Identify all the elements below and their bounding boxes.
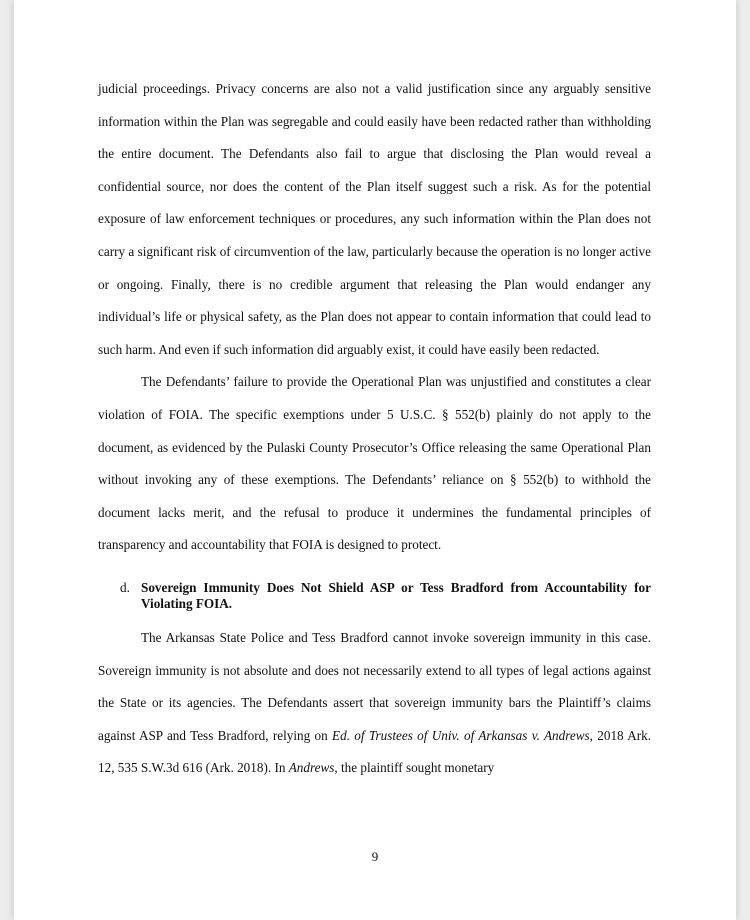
document-page: [14, 0, 736, 920]
paragraph-3-tail: , the plaintiff sought monetary: [334, 760, 495, 776]
section-heading: [98, 580, 651, 612]
paragraph-3: [98, 622, 651, 785]
case-citation: , 2018 Ark. 12, 535 S.W.3d 616 (Ark. 2018). In: [98, 727, 652, 776]
paragraph-1: judicial proceedings. Privacy concerns are also not a valid justification since any arguably sensitive information within the Plan was segregable and could easily have been redacted rather than withholding the entire document. The Defendants also fail to argue that disclosing the Plan would reveal a confidential source, nor does the content of the Plan itself suggest such a risk. As for the potential exposure of law enforcement techniques or procedures, any such information within the Plan does not carry a significant risk of circumvention of the law, particularly because the operation is no longer active or ongoing. Finally, there is no credible argument that releasing the Plan would endanger any individual’s life or physical safety, as the Plan does not appear to contain information that could lead to such harm. And even if such information did arguably exist, it could have easily been redacted.: [98, 81, 651, 357]
section-heading-text: Sovereign Immunity Does Not Shield ASP or Tess Bradford from Accountability for Violating FOIA.: [141, 579, 651, 611]
case-short-name: Andrews: [288, 760, 335, 776]
case-name: Ed. of Trustees of Univ. of Arkansas v. Andrews: [332, 727, 590, 743]
paragraph-3-text: The Arkansas State Police and Tess Bradford cannot invoke sovereign immunity in this case. Sovereign immunity is not absolute and does not necessarily extend to all types of legal actions against the State or its agencies. The Defendants assert that sovereign immunity bars the Plaintiff’s claims against ASP and Tess Bradford, relying on: [98, 629, 651, 743]
document-body: [98, 73, 651, 785]
paragraph-2: The Defendants’ failure to provide the Operational Plan was unjustified and constitutes a clear violation of FOIA. The specific exemptions under 5 U.S.C. § 552(b) plainly do not apply to the document, as evidenced by the Pulaski County Prosecutor’s Office releasing the same Operational Plan without invoking any of these exemptions. The Defendants’ reliance on § 552(b) to withhold the document lacks merit, and the refusal to produce it undermines the fundamental principles of transparency and accountability that FOIA is designed to protect.: [98, 374, 651, 553]
section-heading-number: d.: [120, 579, 130, 595]
page-number: 9: [371, 849, 379, 864]
